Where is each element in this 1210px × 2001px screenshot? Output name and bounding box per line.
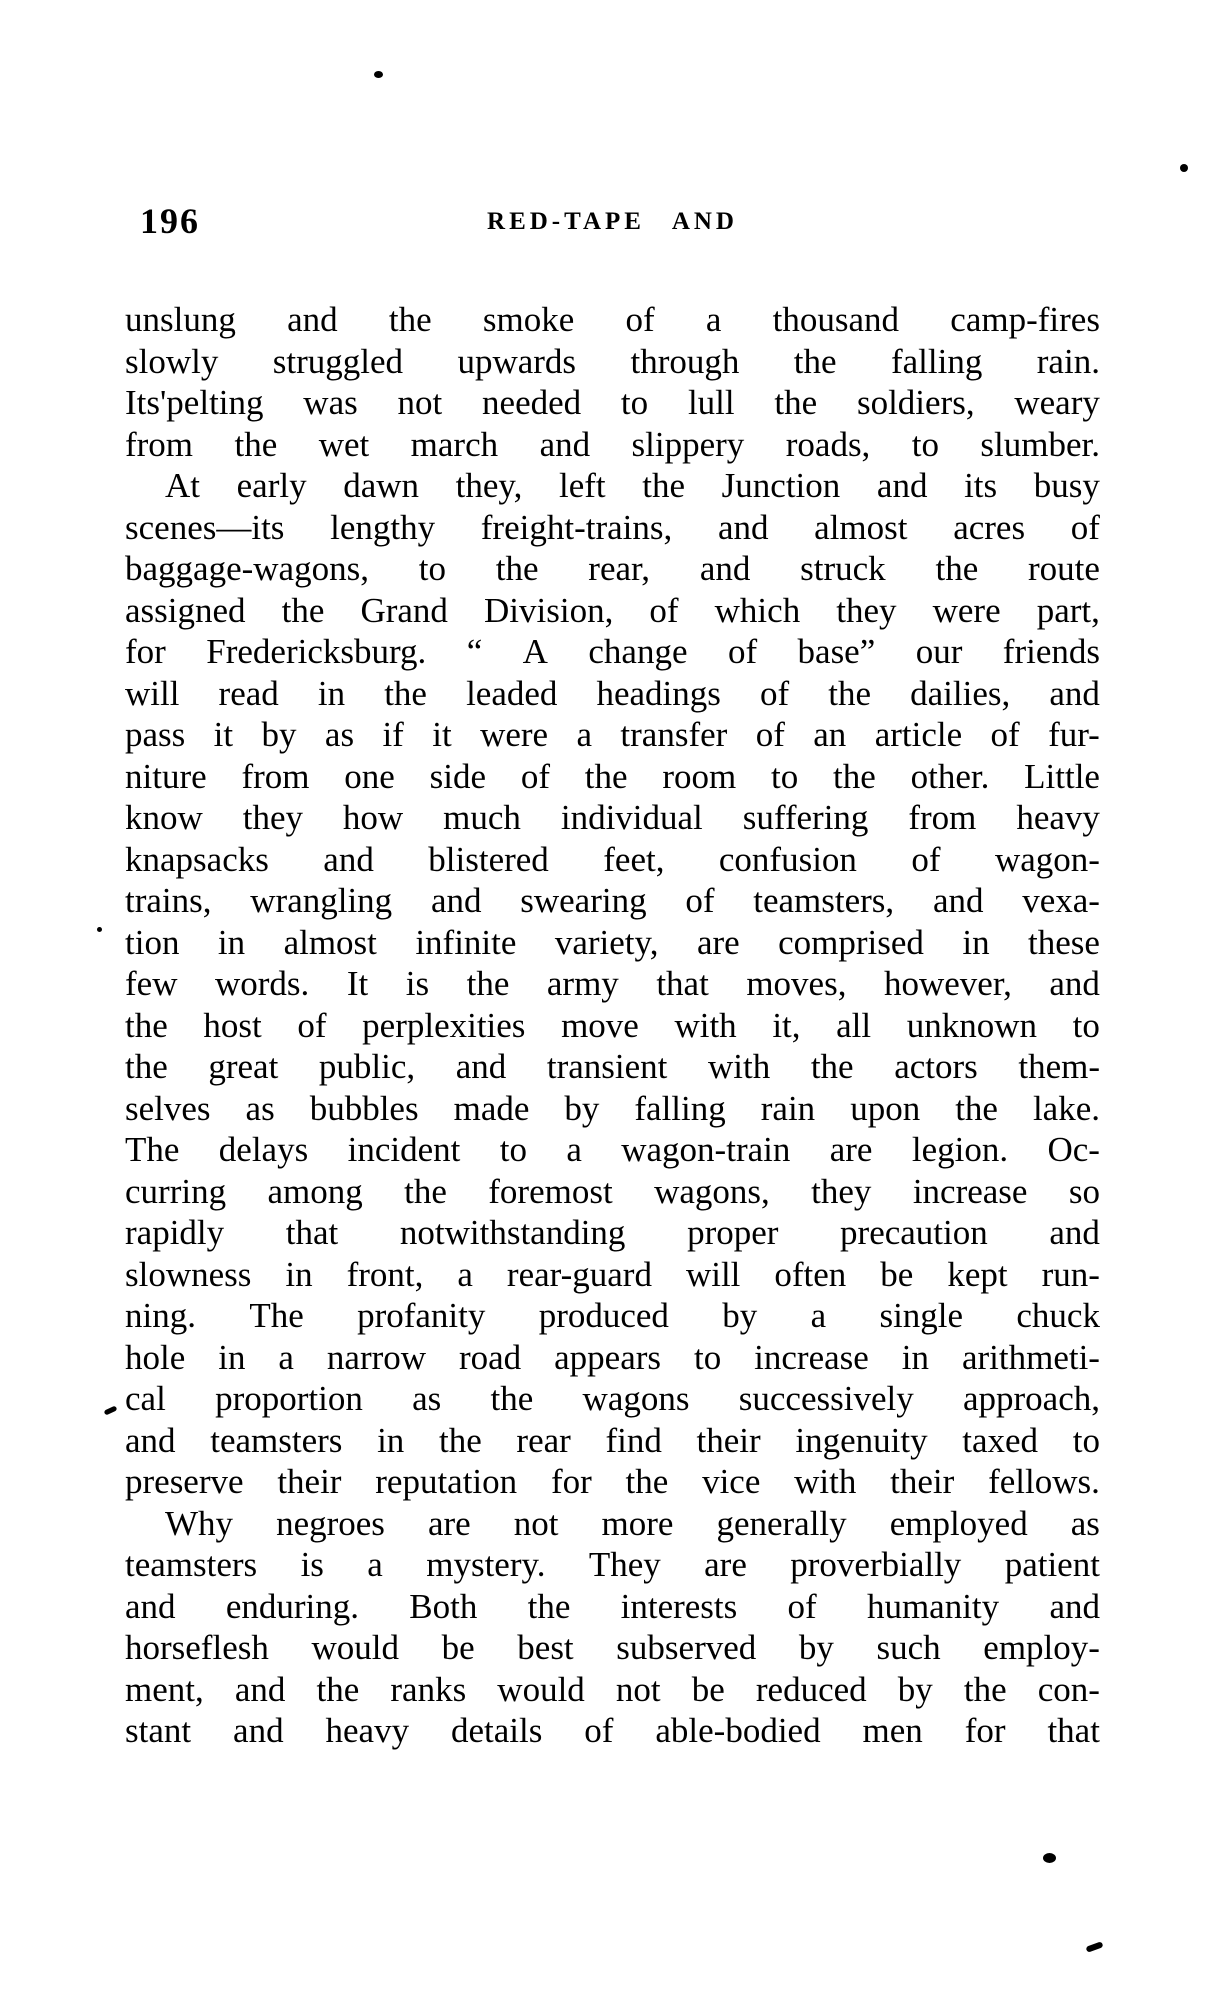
text-line: and enduring. Both the interests of humanity and: [125, 1586, 1100, 1626]
text-line: slowness in front, a rear-guard will often be kept run-: [125, 1254, 1100, 1294]
paragraph: [125, 299, 1100, 465]
scan-artifact: [374, 71, 383, 78]
text-line: preserve their reputation for the vice with their fellows.: [125, 1462, 1100, 1501]
text-line: assigned the Grand Division, of which they were part,: [125, 590, 1100, 630]
text-line: ning. The profanity produced by a single chuck: [125, 1296, 1100, 1335]
text-line: will read in the leaded headings of the dailies, and: [125, 673, 1100, 713]
text-line: At early dawn they, left the Junction and its busy: [165, 466, 1100, 505]
text-line: Why negroes are not more generally employed as: [165, 1503, 1100, 1543]
text-line: selves as bubbles made by falling rain upon the lake.: [125, 1088, 1100, 1128]
text-line: unslung and the smoke of a thousand camp-fires: [125, 300, 1100, 339]
text-line: and teamsters in the rear find their ingenuity taxed to: [125, 1420, 1100, 1460]
running-head: RED-TAPE AND: [487, 208, 738, 235]
text-line: curring among the foremost wagons, they increase so: [125, 1171, 1100, 1211]
text-line: Its'pelting was not needed to lull the soldiers, weary: [125, 383, 1100, 422]
paragraph: [125, 465, 1100, 1503]
text-line: ment, and the ranks would not be reduced by the con-: [125, 1669, 1100, 1709]
text-line: for Fredericksburg. “ A change of base” our friends: [125, 632, 1100, 671]
text-line: scenes—its lengthy freight-trains, and almost acres of: [125, 507, 1100, 547]
scan-artifact: [104, 1405, 118, 1415]
text-line: rapidly that notwithstanding proper precaution and: [125, 1213, 1100, 1252]
scan-artifact: [1180, 164, 1188, 172]
text-line: stant and heavy details of able-bodied men for that: [125, 1711, 1100, 1750]
text-line: slowly struggled upwards through the falling rain.: [125, 341, 1100, 381]
text-line: The delays incident to a wagon-train are legion. Oc-: [125, 1130, 1100, 1169]
text-line: the great public, and transient with the actors them-: [125, 1047, 1100, 1086]
text-line: pass it by as if it were a transfer of an article of fur-: [125, 715, 1100, 754]
scan-artifact: [1085, 1941, 1103, 1952]
paragraph: [125, 1503, 1100, 1752]
text-line: hole in a narrow road appears to increase in arithmeti-: [125, 1337, 1100, 1377]
text-line: from the wet march and slippery roads, to slumber.: [125, 424, 1100, 464]
text-line: horseflesh would be best subserved by such employ-: [125, 1628, 1100, 1667]
text-line: trains, wrangling and swearing of teamsters, and vexa-: [125, 881, 1100, 920]
text-line: cal proportion as the wagons successively approach,: [125, 1379, 1100, 1418]
text-line: few words. It is the army that moves, however, and: [125, 964, 1100, 1003]
text-line: niture from one side of the room to the other. Little: [125, 756, 1100, 796]
text-line: the host of perplexities move with it, all unknown to: [125, 1005, 1100, 1045]
text-line: teamsters is a mystery. They are proverbially patient: [125, 1545, 1100, 1584]
scan-artifact: [1043, 1853, 1056, 1863]
body-text: [125, 299, 1100, 1752]
text-line: know they how much individual suffering from heavy: [125, 798, 1100, 837]
text-line: tion in almost infinite variety, are comprised in these: [125, 922, 1100, 962]
page-number: 196: [140, 201, 200, 241]
text-line: baggage-wagons, to the rear, and struck the route: [125, 549, 1100, 588]
text-line: knapsacks and blistered feet, confusion of wagon-: [125, 839, 1100, 879]
scan-artifact: [97, 927, 102, 932]
